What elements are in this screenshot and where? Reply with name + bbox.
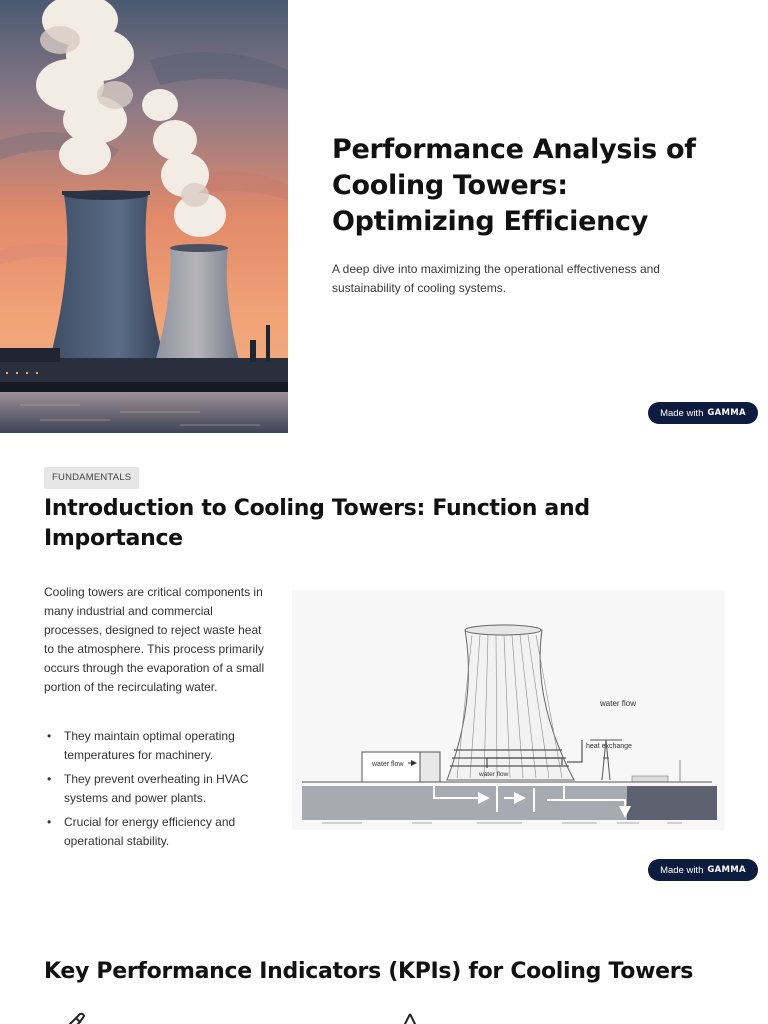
benefit-list	[44, 727, 269, 856]
made-with-gamma-badge[interactable]	[648, 402, 758, 424]
section-title-line-2: Importance	[44, 526, 183, 551]
list-item	[44, 727, 269, 765]
list-item-text: They prevent overheating in HVAC systems and power plants.	[64, 772, 249, 805]
badge-prefix: Made with	[660, 864, 704, 876]
gamma-logo: GAMMA	[707, 408, 746, 418]
list-item-text: They maintain optimal operating temperatures for machinery.	[64, 729, 235, 762]
gamma-logo: GAMMA	[707, 865, 746, 875]
diagram-label-heat-exchange: heat exchange	[586, 743, 632, 750]
hero-subtitle: A deep dive into maximizing the operational effectiveness and sustainability of cooling systems.	[332, 262, 660, 295]
bullet-icon: •	[47, 729, 52, 743]
hero-title-line-2: Cooling Towers:	[332, 170, 568, 201]
section-tag: FUNDAMENTALS	[44, 467, 139, 489]
section-title	[44, 494, 644, 554]
hero-title	[332, 132, 732, 240]
hero-title-line-3: Optimizing Efficiency	[332, 206, 649, 237]
diagram-label-water-flow-base: water flow	[479, 771, 509, 778]
list-item	[44, 770, 269, 808]
thermometer-icon	[58, 1008, 86, 1024]
cooling-tower-diagram	[292, 590, 725, 830]
badge-prefix: Made with	[660, 407, 704, 419]
bullet-icon: •	[47, 815, 52, 829]
hero-image	[0, 0, 288, 433]
bullet-icon: •	[47, 772, 52, 786]
intro-paragraph: Cooling towers are critical components in many industrial and commercial processes, designed to reject waste heat to the atmosphere. This process primarily occurs through the evaporation of a small portion of the recirculating water.	[44, 585, 265, 694]
kpi-section-title: Key Performance Indicators (KPIs) for Cooling Towers	[44, 959, 694, 984]
diagram-label-water-flow-box: water flow	[372, 761, 404, 768]
list-item-text: Crucial for energy efficiency and operational stability.	[64, 815, 236, 848]
made-with-gamma-badge[interactable]	[648, 859, 758, 881]
section-title-line-1: Introduction to Cooling Towers: Function and	[44, 496, 590, 521]
diagram-label-water-flow-top: water flow	[600, 699, 637, 708]
list-item	[44, 813, 269, 851]
hero-title-line-1: Performance Analysis of	[332, 134, 696, 165]
triangle-icon	[397, 1008, 423, 1024]
